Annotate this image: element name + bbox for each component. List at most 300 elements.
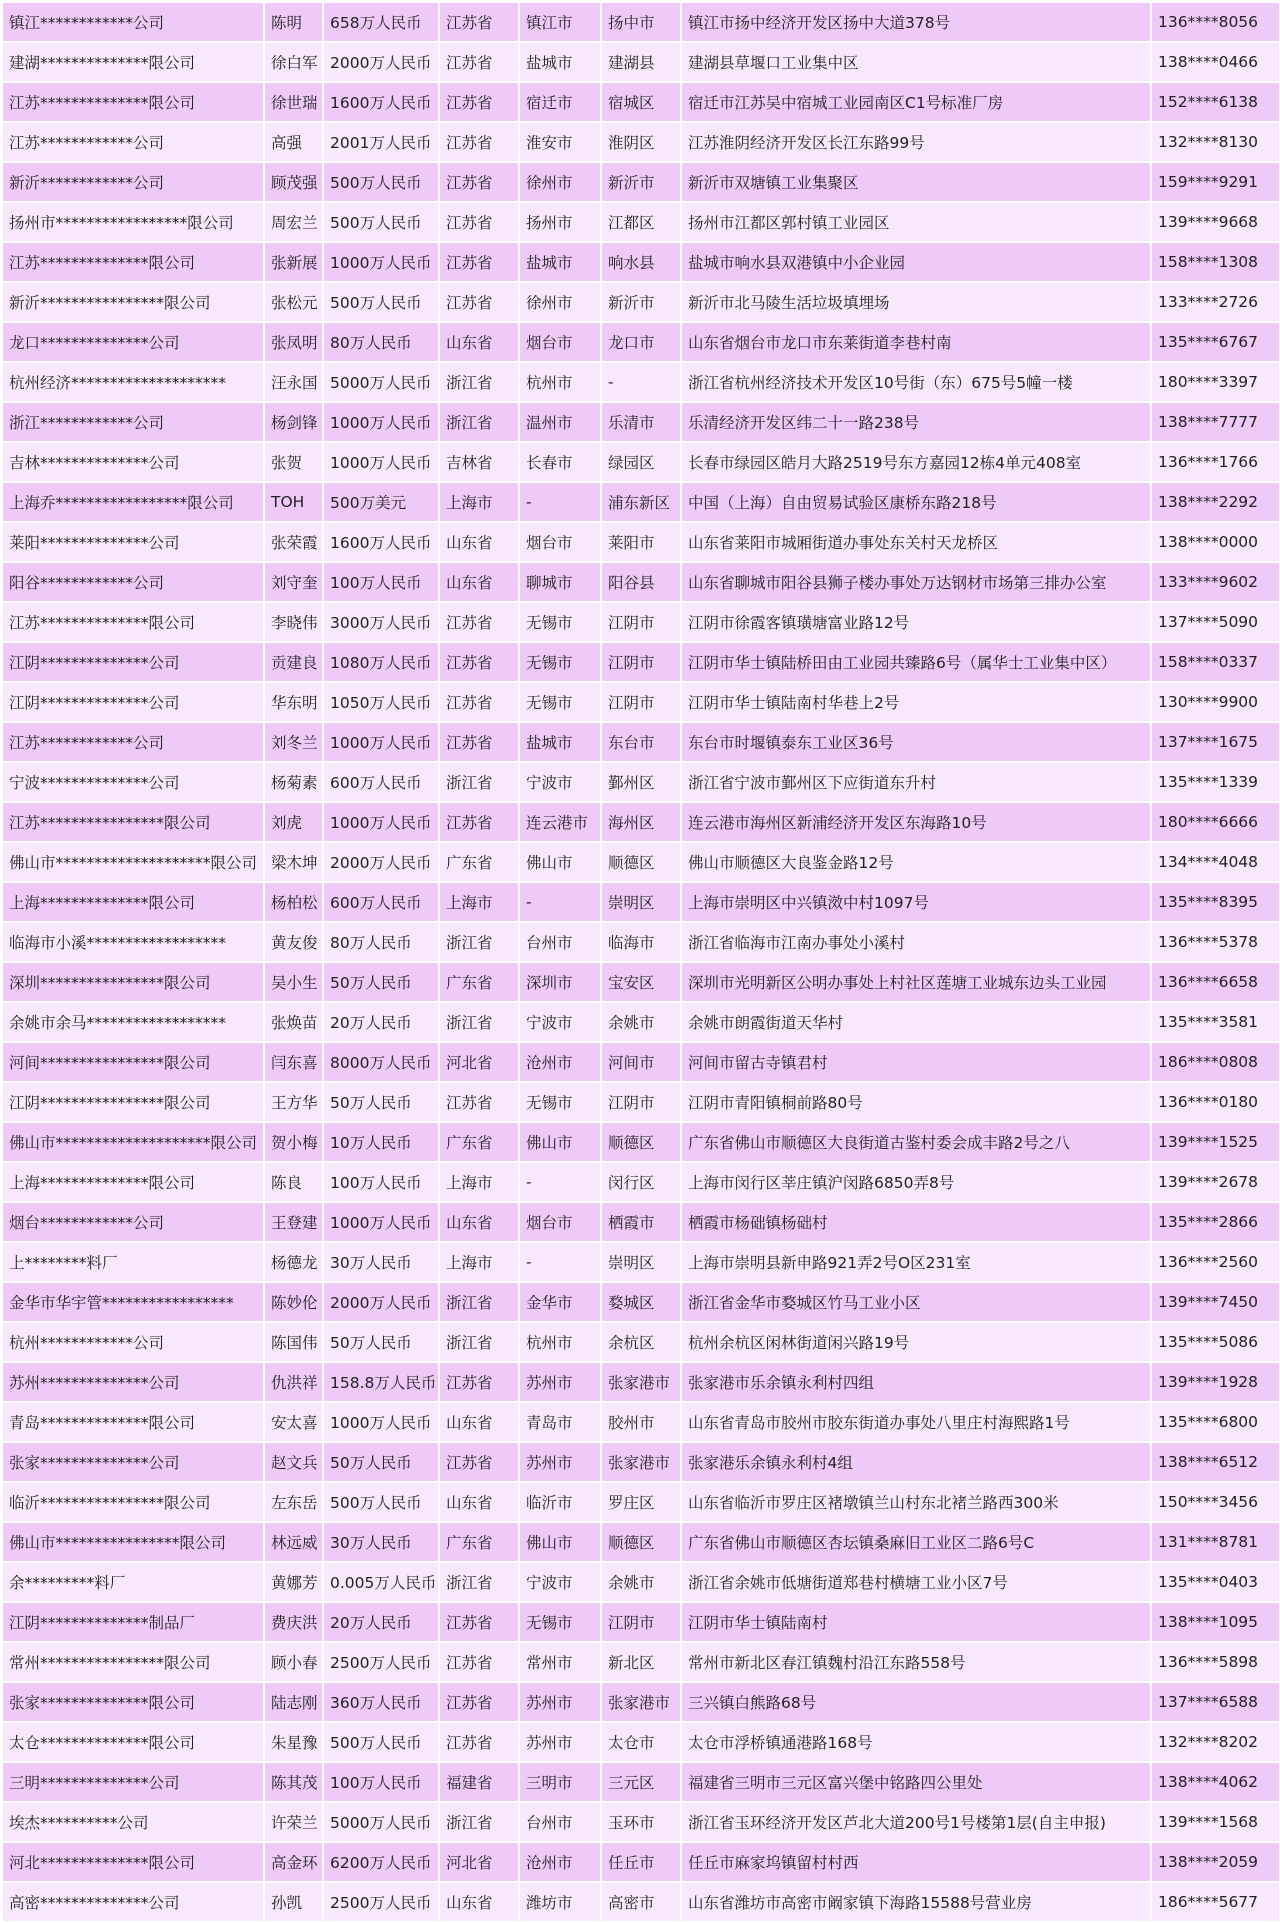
phone-cell: 180****3397	[1151, 362, 1280, 402]
registered-capital-cell: 80万人民币	[323, 322, 439, 362]
table-row	[3, 722, 1280, 762]
city-cell: 盐城市	[519, 722, 601, 762]
registered-capital-cell: 50万人民币	[323, 1082, 439, 1122]
phone-cell: 137****1675	[1151, 722, 1280, 762]
address-cell: 浙江省余姚市低塘街道郑巷村横塘工业小区7号	[681, 1562, 1151, 1602]
phone-cell: 186****0808	[1151, 1042, 1280, 1082]
legal-person-cell: 陆志刚	[264, 1682, 323, 1722]
province-cell: 江苏省	[439, 1602, 519, 1642]
table-row	[3, 602, 1280, 642]
registered-capital-cell: 100万人民币	[323, 1162, 439, 1202]
province-cell: 山东省	[439, 322, 519, 362]
table-row	[3, 242, 1280, 282]
table-row	[3, 1042, 1280, 1082]
district-cell: 莱阳市	[601, 522, 681, 562]
registered-capital-cell: 1000万人民币	[323, 1402, 439, 1442]
company-name-cell: 三明**************公司	[3, 1762, 264, 1802]
table-row	[3, 402, 1280, 442]
district-cell: 张家港市	[601, 1362, 681, 1402]
province-cell: 广东省	[439, 962, 519, 1002]
phone-cell: 135****3581	[1151, 1002, 1280, 1042]
table-row	[3, 42, 1280, 82]
phone-cell: 131****8781	[1151, 1522, 1280, 1562]
company-name-cell: 临海市小溪******************	[3, 922, 264, 962]
province-cell: 江苏省	[439, 1362, 519, 1402]
address-cell: 山东省青岛市胶州市胶东街道办事处八里庄村海熙路1号	[681, 1402, 1151, 1442]
registered-capital-cell: 3000万人民币	[323, 602, 439, 642]
address-cell: 扬州市江都区郭村镇工业园区	[681, 202, 1151, 242]
registered-capital-cell: 30万人民币	[323, 1242, 439, 1282]
table-body	[3, 3, 1280, 1922]
table-row	[3, 1362, 1280, 1402]
province-cell: 江苏省	[439, 162, 519, 202]
district-cell: 江都区	[601, 202, 681, 242]
legal-person-cell: 王登建	[264, 1202, 323, 1242]
phone-cell: 139****2678	[1151, 1162, 1280, 1202]
address-cell: 建湖县草堰口工业集中区	[681, 42, 1151, 82]
district-cell: 建湖县	[601, 42, 681, 82]
address-cell: 乐清经济开发区纬二十一路238号	[681, 402, 1151, 442]
registered-capital-cell: 2001万人民币	[323, 122, 439, 162]
table-row	[3, 1722, 1280, 1762]
legal-person-cell: 张凤明	[264, 322, 323, 362]
registered-capital-cell: 1080万人民币	[323, 642, 439, 682]
district-cell: -	[601, 362, 681, 402]
province-cell: 浙江省	[439, 922, 519, 962]
province-cell: 江苏省	[439, 82, 519, 122]
province-cell: 江苏省	[439, 602, 519, 642]
legal-person-cell: 王方华	[264, 1082, 323, 1122]
company-table	[3, 3, 1280, 1923]
company-name-cell: 临沂****************限公司	[3, 1482, 264, 1522]
registered-capital-cell: 20万人民币	[323, 1002, 439, 1042]
city-cell: 连云港市	[519, 802, 601, 842]
province-cell: 江苏省	[439, 682, 519, 722]
city-cell: 常州市	[519, 1642, 601, 1682]
province-cell: 江苏省	[439, 1682, 519, 1722]
address-cell: 栖霞市杨础镇杨础村	[681, 1202, 1151, 1242]
address-cell: 镇江市扬中经济开发区扬中大道378号	[681, 3, 1151, 42]
company-name-cell: 建湖**************限公司	[3, 42, 264, 82]
table-row	[3, 522, 1280, 562]
company-name-cell: 新沂****************限公司	[3, 282, 264, 322]
district-cell: 江阴市	[601, 1082, 681, 1122]
legal-person-cell: 闫东喜	[264, 1042, 323, 1082]
district-cell: 顺德区	[601, 842, 681, 882]
registered-capital-cell: 2000万人民币	[323, 42, 439, 82]
phone-cell: 138****0466	[1151, 42, 1280, 82]
table-row	[3, 82, 1280, 122]
address-cell: 江阴市华士镇陆桥田由工业园共臻路6号（属华士工业集中区）	[681, 642, 1151, 682]
company-name-cell: 吉林**************公司	[3, 442, 264, 482]
phone-cell: 138****4062	[1151, 1762, 1280, 1802]
legal-person-cell: 杨德龙	[264, 1242, 323, 1282]
company-name-cell: 新沂************公司	[3, 162, 264, 202]
legal-person-cell: 许荣兰	[264, 1802, 323, 1842]
district-cell: 河间市	[601, 1042, 681, 1082]
table-row	[3, 642, 1280, 682]
address-cell: 新沂市北马陵生活垃圾填埋场	[681, 282, 1151, 322]
province-cell: 山东省	[439, 1202, 519, 1242]
district-cell: 婺城区	[601, 1282, 681, 1322]
legal-person-cell: 杨菊素	[264, 762, 323, 802]
city-cell: -	[519, 482, 601, 522]
city-cell: 苏州市	[519, 1682, 601, 1722]
registered-capital-cell: 30万人民币	[323, 1522, 439, 1562]
phone-cell: 133****2726	[1151, 282, 1280, 322]
province-cell: 上海市	[439, 1162, 519, 1202]
registered-capital-cell: 600万人民币	[323, 762, 439, 802]
city-cell: 佛山市	[519, 842, 601, 882]
city-cell: 金华市	[519, 1282, 601, 1322]
table-row	[3, 1522, 1280, 1562]
province-cell: 江苏省	[439, 202, 519, 242]
city-cell: 无锡市	[519, 602, 601, 642]
company-name-cell: 江苏**************限公司	[3, 242, 264, 282]
legal-person-cell: 徐世瑞	[264, 82, 323, 122]
registered-capital-cell: 20万人民币	[323, 1602, 439, 1642]
address-cell: 太仓市浮桥镇通港路168号	[681, 1722, 1151, 1762]
phone-cell: 138****6512	[1151, 1442, 1280, 1482]
registered-capital-cell: 1050万人民币	[323, 682, 439, 722]
legal-person-cell: 赵文兵	[264, 1442, 323, 1482]
table-row	[3, 882, 1280, 922]
address-cell: 张家港市乐余镇永利村四组	[681, 1362, 1151, 1402]
company-name-cell: 苏州**************公司	[3, 1362, 264, 1402]
company-name-cell: 江苏************公司	[3, 122, 264, 162]
city-cell: 烟台市	[519, 322, 601, 362]
province-cell: 山东省	[439, 1482, 519, 1522]
city-cell: 宿迁市	[519, 82, 601, 122]
registered-capital-cell: 658万人民币	[323, 3, 439, 42]
district-cell: 宝安区	[601, 962, 681, 1002]
table-row	[3, 3, 1280, 42]
address-cell: 三兴镇白熊路68号	[681, 1682, 1151, 1722]
phone-cell: 138****7777	[1151, 402, 1280, 442]
district-cell: 新沂市	[601, 282, 681, 322]
city-cell: 宁波市	[519, 1562, 601, 1602]
table-row	[3, 122, 1280, 162]
table-row	[3, 482, 1280, 522]
district-cell: 乐清市	[601, 402, 681, 442]
company-name-cell: 宁波**************公司	[3, 762, 264, 802]
legal-person-cell: 仇洪祥	[264, 1362, 323, 1402]
phone-cell: 152****6138	[1151, 82, 1280, 122]
legal-person-cell: 张焕苗	[264, 1002, 323, 1042]
registered-capital-cell: 600万人民币	[323, 882, 439, 922]
province-cell: 浙江省	[439, 362, 519, 402]
district-cell: 新沂市	[601, 162, 681, 202]
city-cell: -	[519, 1162, 601, 1202]
legal-person-cell: 孙凯	[264, 1882, 323, 1922]
city-cell: 徐州市	[519, 282, 601, 322]
district-cell: 临海市	[601, 922, 681, 962]
company-name-cell: 佛山市********************限公司	[3, 1122, 264, 1162]
province-cell: 浙江省	[439, 762, 519, 802]
city-cell: 盐城市	[519, 42, 601, 82]
phone-cell: 135****0403	[1151, 1562, 1280, 1602]
legal-person-cell: 李晓伟	[264, 602, 323, 642]
registered-capital-cell: 500万人民币	[323, 1482, 439, 1522]
province-cell: 江苏省	[439, 282, 519, 322]
city-cell: 三明市	[519, 1762, 601, 1802]
city-cell: 烟台市	[519, 522, 601, 562]
phone-cell: 138****2292	[1151, 482, 1280, 522]
table-row	[3, 1202, 1280, 1242]
company-name-cell: 江阴****************限公司	[3, 1082, 264, 1122]
address-cell: 江苏淮阴经济开发区长江东路99号	[681, 122, 1151, 162]
district-cell: 淮阴区	[601, 122, 681, 162]
phone-cell: 150****3456	[1151, 1482, 1280, 1522]
district-cell: 绿园区	[601, 442, 681, 482]
province-cell: 浙江省	[439, 402, 519, 442]
table-row	[3, 1442, 1280, 1482]
address-cell: 张家港乐余镇永利村4组	[681, 1442, 1151, 1482]
table-row	[3, 842, 1280, 882]
district-cell: 龙口市	[601, 322, 681, 362]
address-cell: 山东省莱阳市城厢街道办事处东关村天龙桥区	[681, 522, 1151, 562]
registered-capital-cell: 1000万人民币	[323, 802, 439, 842]
address-cell: 浙江省临海市江南办事处小溪村	[681, 922, 1151, 962]
registered-capital-cell: 50万人民币	[323, 1322, 439, 1362]
company-name-cell: 佛山市********************限公司	[3, 842, 264, 882]
company-name-cell: 上海**************限公司	[3, 1162, 264, 1202]
province-cell: 江苏省	[439, 1082, 519, 1122]
province-cell: 河北省	[439, 1042, 519, 1082]
company-name-cell: 龙口**************公司	[3, 322, 264, 362]
legal-person-cell: 杨柏松	[264, 882, 323, 922]
legal-person-cell: 华东明	[264, 682, 323, 722]
registered-capital-cell: 500万人民币	[323, 162, 439, 202]
address-cell: 山东省烟台市龙口市东莱街道李巷村南	[681, 322, 1151, 362]
phone-cell: 135****6767	[1151, 322, 1280, 362]
legal-person-cell: 贡建良	[264, 642, 323, 682]
province-cell: 山东省	[439, 562, 519, 602]
phone-cell: 158****1308	[1151, 242, 1280, 282]
province-cell: 江苏省	[439, 1722, 519, 1762]
legal-person-cell: 刘冬兰	[264, 722, 323, 762]
district-cell: 三元区	[601, 1762, 681, 1802]
district-cell: 宿城区	[601, 82, 681, 122]
registered-capital-cell: 80万人民币	[323, 922, 439, 962]
company-name-cell: 江苏****************限公司	[3, 802, 264, 842]
company-name-cell: 江阴**************制品厂	[3, 1602, 264, 1642]
company-name-cell: 江苏**************限公司	[3, 602, 264, 642]
registered-capital-cell: 5000万人民币	[323, 362, 439, 402]
table-row	[3, 1162, 1280, 1202]
phone-cell: 139****7450	[1151, 1282, 1280, 1322]
district-cell: 扬中市	[601, 3, 681, 42]
legal-person-cell: 吴小生	[264, 962, 323, 1002]
address-cell: 河间市留古寺镇君村	[681, 1042, 1151, 1082]
city-cell: 沧州市	[519, 1842, 601, 1882]
legal-person-cell: 林远威	[264, 1522, 323, 1562]
company-name-cell: 杭州************公司	[3, 1322, 264, 1362]
city-cell: 深圳市	[519, 962, 601, 1002]
district-cell: 海州区	[601, 802, 681, 842]
province-cell: 江苏省	[439, 642, 519, 682]
registered-capital-cell: 1000万人民币	[323, 722, 439, 762]
legal-person-cell: 陈明	[264, 3, 323, 42]
address-cell: 新沂市双塘镇工业集聚区	[681, 162, 1151, 202]
province-cell: 广东省	[439, 1522, 519, 1562]
province-cell: 浙江省	[439, 1282, 519, 1322]
district-cell: 江阴市	[601, 602, 681, 642]
city-cell: 宁波市	[519, 1002, 601, 1042]
legal-person-cell: 刘守奎	[264, 562, 323, 602]
address-cell: 深圳市光明新区公明办事处上村社区莲塘工业城东边头工业园	[681, 962, 1151, 1002]
district-cell: 高密市	[601, 1882, 681, 1922]
city-cell: 无锡市	[519, 642, 601, 682]
legal-person-cell: 周宏兰	[264, 202, 323, 242]
table-row	[3, 442, 1280, 482]
province-cell: 江苏省	[439, 42, 519, 82]
address-cell: 福建省三明市三元区富兴堡中铭路四公里处	[681, 1762, 1151, 1802]
legal-person-cell: 朱星豫	[264, 1722, 323, 1762]
city-cell: 宁波市	[519, 762, 601, 802]
phone-cell: 135****8395	[1151, 882, 1280, 922]
province-cell: 广东省	[439, 842, 519, 882]
phone-cell: 136****1766	[1151, 442, 1280, 482]
city-cell: 徐州市	[519, 162, 601, 202]
company-name-cell: 太仓**************限公司	[3, 1722, 264, 1762]
district-cell: 任丘市	[601, 1842, 681, 1882]
province-cell: 福建省	[439, 1762, 519, 1802]
city-cell: 台州市	[519, 1802, 601, 1842]
registered-capital-cell: 500万人民币	[323, 202, 439, 242]
registered-capital-cell: 1600万人民币	[323, 522, 439, 562]
phone-cell: 136****6658	[1151, 962, 1280, 1002]
district-cell: 江阴市	[601, 1602, 681, 1642]
legal-person-cell: 徐白军	[264, 42, 323, 82]
city-cell: 临沂市	[519, 1482, 601, 1522]
province-cell: 河北省	[439, 1842, 519, 1882]
address-cell: 浙江省杭州经济技术开发区10号街（东）675号5幢一楼	[681, 362, 1151, 402]
phone-cell: 132****8130	[1151, 122, 1280, 162]
province-cell: 江苏省	[439, 802, 519, 842]
city-cell: 无锡市	[519, 1082, 601, 1122]
company-name-cell: 佛山市****************限公司	[3, 1522, 264, 1562]
city-cell: 淮安市	[519, 122, 601, 162]
city-cell: 佛山市	[519, 1122, 601, 1162]
table-row	[3, 962, 1280, 1002]
table-row	[3, 1562, 1280, 1602]
address-cell: 佛山市顺德区大良鉴金路12号	[681, 842, 1151, 882]
registered-capital-cell: 100万人民币	[323, 562, 439, 602]
company-name-cell: 上********料厂	[3, 1242, 264, 1282]
province-cell: 山东省	[439, 1882, 519, 1922]
legal-person-cell: 张荣霞	[264, 522, 323, 562]
address-cell: 任丘市麻家坞镇留村村西	[681, 1842, 1151, 1882]
table-row	[3, 1002, 1280, 1042]
phone-cell: 136****0180	[1151, 1082, 1280, 1122]
table-row	[3, 1802, 1280, 1842]
province-cell: 上海市	[439, 1242, 519, 1282]
legal-person-cell: 顾小春	[264, 1642, 323, 1682]
legal-person-cell: 张松元	[264, 282, 323, 322]
address-cell: 常州市新北区春江镇魏村沿江东路558号	[681, 1642, 1151, 1682]
registered-capital-cell: 1600万人民币	[323, 82, 439, 122]
legal-person-cell: 费庆洪	[264, 1602, 323, 1642]
registered-capital-cell: 500万人民币	[323, 1722, 439, 1762]
phone-cell: 138****0000	[1151, 522, 1280, 562]
province-cell: 江苏省	[439, 242, 519, 282]
province-cell: 江苏省	[439, 722, 519, 762]
province-cell: 江苏省	[439, 3, 519, 42]
company-name-cell: 余姚市余马******************	[3, 1002, 264, 1042]
province-cell: 广东省	[439, 1122, 519, 1162]
phone-cell: 139****1525	[1151, 1122, 1280, 1162]
phone-cell: 135****6800	[1151, 1402, 1280, 1442]
table-row	[3, 1842, 1280, 1882]
company-name-cell: 深圳****************限公司	[3, 962, 264, 1002]
registered-capital-cell: 0.005万人民币	[323, 1562, 439, 1602]
city-cell: 潍坊市	[519, 1882, 601, 1922]
table-row	[3, 802, 1280, 842]
province-cell: 山东省	[439, 1402, 519, 1442]
company-name-cell: 高密**************公司	[3, 1882, 264, 1922]
company-name-cell: 烟台************公司	[3, 1202, 264, 1242]
table-row	[3, 1122, 1280, 1162]
city-cell: 长春市	[519, 442, 601, 482]
registered-capital-cell: 1000万人民币	[323, 402, 439, 442]
registered-capital-cell: 2500万人民币	[323, 1882, 439, 1922]
company-name-cell: 江苏**************限公司	[3, 82, 264, 122]
legal-person-cell: 高强	[264, 122, 323, 162]
address-cell: 上海市崇明县新申路921弄2号O区231室	[681, 1242, 1151, 1282]
legal-person-cell: 陈其茂	[264, 1762, 323, 1802]
company-name-cell: 杭州经济********************	[3, 362, 264, 402]
table-row	[3, 1402, 1280, 1442]
registered-capital-cell: 2500万人民币	[323, 1642, 439, 1682]
address-cell: 浙江省金华市婺城区竹马工业小区	[681, 1282, 1151, 1322]
phone-cell: 135****1339	[1151, 762, 1280, 802]
table-row	[3, 1282, 1280, 1322]
district-cell: 江阴市	[601, 642, 681, 682]
city-cell: 聊城市	[519, 562, 601, 602]
phone-cell: 136****2560	[1151, 1242, 1280, 1282]
company-name-cell: 江阴**************公司	[3, 642, 264, 682]
phone-cell: 132****8202	[1151, 1722, 1280, 1762]
city-cell: 烟台市	[519, 1202, 601, 1242]
district-cell: 玉环市	[601, 1802, 681, 1842]
registered-capital-cell: 500万人民币	[323, 282, 439, 322]
phone-cell: 159****9291	[1151, 162, 1280, 202]
province-cell: 吉林省	[439, 442, 519, 482]
city-cell: 青岛市	[519, 1402, 601, 1442]
table-row	[3, 202, 1280, 242]
address-cell: 山东省聊城市阳谷县狮子楼办事处万达钢材市场第三排办公室	[681, 562, 1151, 602]
district-cell: 东台市	[601, 722, 681, 762]
company-name-cell: 张家**************公司	[3, 1442, 264, 1482]
district-cell: 崇明区	[601, 1242, 681, 1282]
legal-person-cell: 杨剑锋	[264, 402, 323, 442]
legal-person-cell: 刘虎	[264, 802, 323, 842]
phone-cell: 137****5090	[1151, 602, 1280, 642]
city-cell: 杭州市	[519, 362, 601, 402]
district-cell: 罗庄区	[601, 1482, 681, 1522]
district-cell: 余姚市	[601, 1562, 681, 1602]
table-row	[3, 1642, 1280, 1682]
city-cell: 台州市	[519, 922, 601, 962]
table-row	[3, 562, 1280, 602]
province-cell: 山东省	[439, 522, 519, 562]
legal-person-cell: 安太喜	[264, 1402, 323, 1442]
district-cell: 浦东新区	[601, 482, 681, 522]
legal-person-cell: 左东岳	[264, 1482, 323, 1522]
address-cell: 浙江省玉环经济开发区芦北大道200号1号楼第1层(自主申报)	[681, 1802, 1151, 1842]
registered-capital-cell: 2000万人民币	[323, 1282, 439, 1322]
